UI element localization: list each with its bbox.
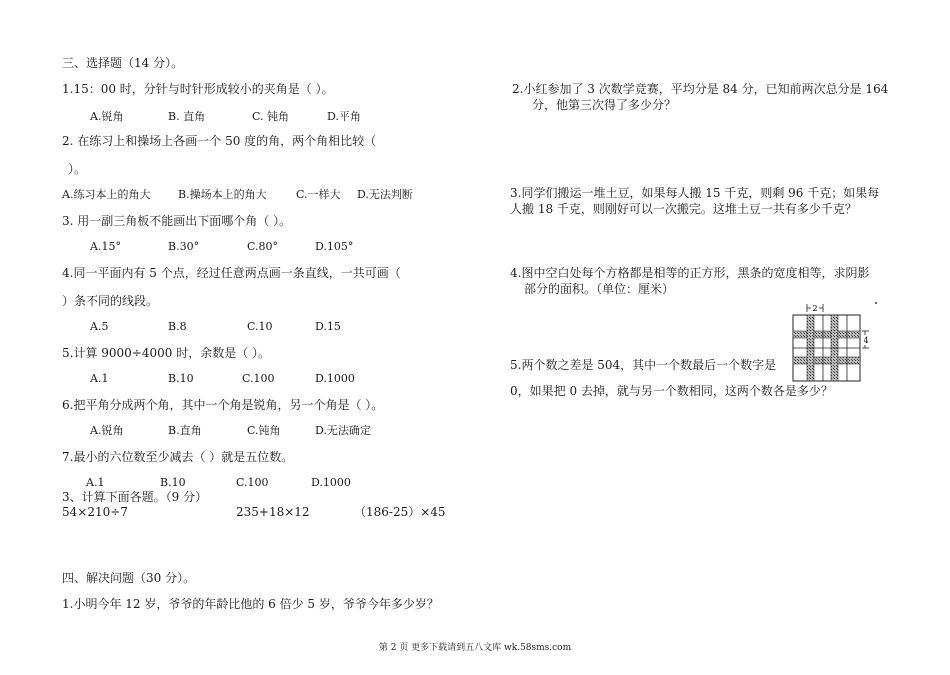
calc-section-title: 3、计算下面各题。（9 分） (62, 490, 208, 504)
q5-option-d: D.1000 (315, 372, 355, 385)
question-4-line2: ）条不同的线段。 (62, 294, 159, 308)
q6-option-b: B.直角 (168, 424, 202, 437)
q3-option-b: B.30° (168, 240, 200, 253)
q3-option-c: C.80° (247, 240, 279, 253)
question-4-line1: 4.同一平面内有 5 个点，经过任意两点画一条直线，一共可画（ (62, 266, 401, 280)
q2-option-b: B.操场本上的角大 (178, 188, 267, 201)
question-6: 6.把平角分成两个角，其中一个角是锐角，另一个角是（ ）。 (62, 398, 384, 412)
horizontal-bar-2 (793, 357, 860, 364)
question-3: 3. 用一副三角板不能画出下面哪个角（ ）。 (62, 214, 292, 228)
dim-label-right: 4 (863, 336, 869, 345)
q4-option-a: A.5 (90, 320, 109, 333)
problem-2-line1: 2.小红参加了 3 次数学竞赛，平均分是 84 分，已知前两次总分是 164 (512, 82, 889, 96)
calc-item-2: 235+18×12 (236, 505, 310, 519)
problem-1: 1.小明今年 12 岁，爷爷的年龄比他的 6 倍少 5 岁，爷爷今年多少岁？ (62, 597, 439, 611)
q7-option-b: B.10 (160, 476, 186, 489)
page-footer: 第 2 页 更多下载请到五八文库 wk.58sms.com (378, 643, 572, 653)
problem-4-line1: 4.图中空白处每个方格都是相等的正方形，黑条的宽度相等，求阴影 (510, 266, 870, 280)
q6-option-c: C.钝角 (247, 424, 281, 437)
dim-label-top: 2 (812, 304, 818, 313)
q1-option-b: B. 直角 (168, 110, 206, 123)
section4-title: 四、解决问题（30 分）。 (62, 571, 196, 585)
q1-option-c: C. 钝角 (252, 110, 290, 123)
q5-option-c: C.100 (242, 372, 275, 385)
question-1: 1.15：00 时，分针与时针形成较小的夹角是（ ）。 (62, 82, 334, 96)
q2-option-a: A.练习本上的角大 (62, 188, 151, 201)
problem-5-line2: 0，如果把 0 去掉，就与另一个数相同，这两个数各是多少？ (510, 384, 833, 398)
section3-title: 三、选择题（14 分）。 (62, 56, 184, 70)
calc-item-1: 54×210÷7 (62, 505, 128, 519)
problem-3-line2: 人搬 18 千克，则刚好可以一次搬完。这堆土豆一共有多少千克？ (510, 202, 857, 216)
q5-option-b: B.10 (168, 372, 194, 385)
q4-option-c: C.10 (247, 320, 273, 333)
question-7: 7.最小的六位数至少减去（ ）就是五位数。 (62, 450, 294, 464)
q5-option-a: A.1 (90, 372, 109, 385)
q3-option-a: A.15° (90, 240, 121, 253)
q4-option-b: B.8 (168, 320, 187, 333)
q1-option-d: D.平角 (327, 110, 361, 123)
q3-option-d: D.105° (315, 240, 354, 253)
q7-option-c: C.100 (236, 476, 269, 489)
problem-5-line1: 5.两个数之差是 504，其中一个数最后一个数字是 (510, 358, 777, 372)
q6-option-d: D.无法确定 (315, 424, 371, 437)
calc-item-3: （186-25）×45 (354, 505, 446, 519)
problem-3-line1: 3.同学们搬运一堆土豆，如果每人搬 15 千克，则剩 96 千克；如果每 (510, 186, 880, 200)
q2-option-d: D.无法判断 (357, 188, 413, 201)
q1-option-a: A.锐角 (90, 110, 124, 123)
question-2-line1: 2. 在练习上和操场上各画一个 50 度的角，两个角相比较（ (62, 134, 377, 148)
q4-option-d: D.15 (315, 320, 341, 333)
question-2-line2: ）。 (68, 162, 87, 176)
q7-option-a: A.1 (86, 476, 105, 489)
question-5: 5.计算 9000÷4000 时，余数是（ ）。 (62, 346, 271, 360)
q6-option-a: A.锐角 (90, 424, 124, 437)
q2-option-c: C.一样大 (296, 188, 341, 201)
problem-2-line2: 分，他第三次得了多少分？ (532, 98, 677, 112)
problem-4-line2: 部分的面积。（单位：厘米） (524, 282, 675, 296)
shaded-grid-figure (780, 300, 880, 384)
horizontal-bar-1 (793, 331, 860, 338)
q7-option-d: D.1000 (311, 476, 351, 489)
